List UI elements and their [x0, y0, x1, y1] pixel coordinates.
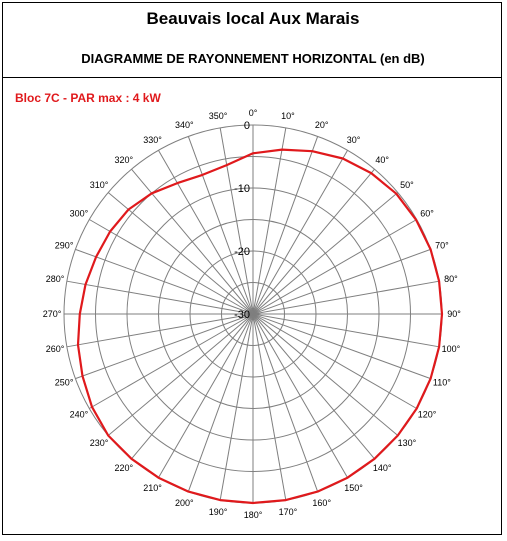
angle-label: 260°	[45, 343, 65, 354]
chart-title: Beauvais local Aux Marais	[146, 9, 360, 28]
angle-label: 210°	[143, 483, 162, 494]
ring-label: 0	[243, 120, 250, 132]
angle-label: 120°	[417, 409, 437, 420]
angle-label: 340°	[174, 120, 194, 131]
chart-frame	[2, 2, 502, 535]
angle-label: 150°	[344, 483, 363, 494]
angle-label: 310°	[89, 179, 109, 190]
ring-label: -10	[234, 183, 250, 195]
angle-label: 140°	[372, 462, 392, 473]
angle-label: 100°	[441, 343, 461, 354]
angle-label: 270°	[42, 309, 62, 319]
angle-label: 250°	[54, 377, 74, 388]
angle-label: 70°	[435, 240, 449, 251]
angle-label: 110°	[432, 377, 451, 388]
angle-label: 280°	[45, 274, 65, 285]
angle-label: 330°	[143, 134, 162, 145]
angle-label: 130°	[397, 438, 417, 449]
grid-spokes	[64, 125, 442, 503]
angle-label: 0°	[248, 108, 258, 118]
angle-label: 160°	[312, 497, 332, 508]
angle-label: 230°	[89, 438, 109, 449]
angle-label: 10°	[281, 111, 295, 122]
angle-label: 80°	[444, 274, 458, 285]
polar-plot	[3, 3, 503, 536]
angle-label: 170°	[278, 506, 298, 517]
angle-label: 290°	[54, 240, 74, 251]
ring-label: -30	[234, 309, 250, 321]
angle-label: 220°	[114, 462, 134, 473]
angle-label: 320°	[114, 155, 134, 166]
angle-label: 200°	[174, 497, 194, 508]
angle-label: 30°	[346, 134, 361, 145]
chart-subtitle: DIAGRAMME DE RAYONNEMENT HORIZONTAL (en dB)	[81, 51, 425, 66]
angle-label: 300°	[69, 208, 89, 219]
angle-label: 350°	[208, 111, 228, 122]
angle-label: 180°	[243, 510, 263, 520]
angle-label: 60°	[420, 208, 434, 219]
ring-label: -20	[234, 246, 250, 258]
angle-label: 50°	[400, 179, 414, 190]
series-label: Bloc 7C - PAR max : 4 kW	[15, 91, 161, 105]
angle-label: 90°	[447, 309, 461, 319]
angle-label: 190°	[208, 506, 228, 517]
angle-label: 20°	[314, 120, 329, 131]
angle-label: 40°	[375, 155, 390, 166]
angle-label: 240°	[69, 409, 89, 420]
